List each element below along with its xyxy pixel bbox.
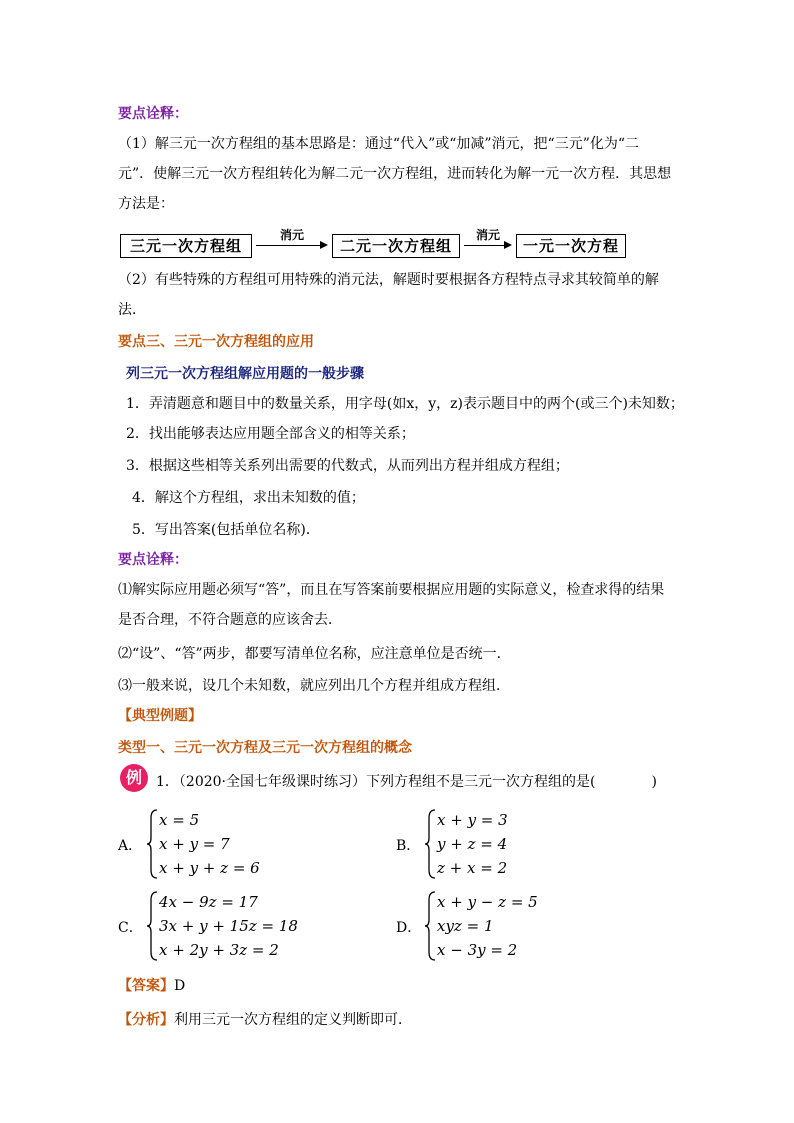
option-a	[118, 808, 358, 882]
equation: x + y − z = 5	[437, 893, 538, 911]
step-item: 5．写出答案(包括单位名称)．	[132, 522, 320, 538]
notes-paragraph-line: 是否合理，不符合题意的应该舍去．	[118, 612, 342, 628]
notes-paragraph-line: 方法是：	[118, 196, 174, 212]
answer-line	[118, 976, 185, 996]
section-heading: 要点三、三元一次方程组的应用	[118, 334, 314, 350]
equation: 4x − 9z = 17	[159, 893, 258, 911]
arrow-head-icon	[504, 241, 512, 249]
equation: 3x + y + 15z = 18	[159, 917, 298, 935]
elimination-flow-diagram	[120, 229, 630, 259]
flow-arrow	[464, 229, 512, 259]
key-notes-heading: 要点诠释：	[118, 106, 188, 122]
equation: x − 3y = 2	[437, 941, 518, 959]
option-c	[118, 890, 378, 964]
step-item: 3．根据这些相等关系列出需要的代数式，从而列出方程并组成方程组；	[126, 458, 569, 474]
flow-box-one-var: 一元一次方程	[516, 234, 626, 258]
equation: y + z = 4	[437, 835, 508, 853]
notes-paragraph-line: （1）解三元一次方程组的基本思路是：通过“代入”或“加减”消元，把“三元”化为“二	[118, 136, 640, 152]
option-label: D．	[396, 920, 422, 936]
brace-icon	[424, 808, 436, 880]
equation: x + y + z = 6	[159, 859, 260, 877]
typical-examples-heading: 【典型例题】	[118, 708, 202, 724]
answer-tag: 【答案】	[118, 978, 174, 994]
equation: xyz = 1	[437, 917, 494, 935]
question-text: 1．（2020·全国七年级课时练习）下列方程组不是三元一次方程组的是( )	[156, 774, 657, 790]
arrow-shaft	[464, 245, 506, 246]
example-badge-icon: 例	[120, 764, 148, 792]
equations	[437, 890, 538, 962]
answer-value: D	[174, 978, 186, 994]
equation: x + 2y + 3z = 2	[159, 941, 279, 959]
equations	[159, 890, 298, 962]
option-label: B．	[396, 838, 421, 854]
equations	[159, 808, 260, 880]
flow-arrow	[256, 229, 328, 259]
equation: z + x = 2	[437, 859, 508, 877]
analysis-tag: 【分析】	[118, 1012, 174, 1028]
arrow-shaft	[256, 245, 322, 246]
option-d	[396, 890, 636, 964]
flow-box-three-var: 三元一次方程组	[120, 234, 252, 258]
notes-paragraph-line: （2）有些特殊的方程组可用特殊的消元法，解题时要根据各方程特点寻求其较简单的解	[118, 272, 659, 288]
step-item: 4．解这个方程组，求出未知数的值；	[132, 490, 365, 506]
flow-box-two-var: 二元一次方程组	[332, 234, 460, 258]
equation: x = 5	[159, 811, 200, 829]
flow-arrow-label: 消元	[475, 228, 500, 242]
option-label: C．	[118, 920, 143, 936]
flow-arrow-label: 消元	[279, 228, 304, 242]
notes-paragraph-line: ⑴解实际应用题必须写“答”，而且在写答案前要根据应用题的实际意义，检查求得的结果	[118, 582, 665, 598]
example-type-heading: 类型一、三元一次方程及三元一次方程组的概念	[118, 740, 412, 756]
brace-icon	[424, 890, 436, 962]
step-item: 1．弄清题意和题目中的数量关系，用字母(如x，y，z)表示题目中的两个(或三个)未知数；	[126, 396, 684, 412]
brace-icon	[146, 808, 158, 880]
brace-icon	[146, 890, 158, 962]
equation: x + y = 7	[159, 835, 230, 853]
option-label: A．	[118, 838, 143, 854]
equation: x + y = 3	[437, 811, 508, 829]
notes-paragraph-line: 法．	[118, 302, 146, 318]
key-notes-heading: 要点诠释：	[118, 552, 188, 568]
arrow-head-icon	[320, 241, 328, 249]
equations	[437, 808, 508, 880]
step-item: 2．找出能够表达应用题全部含义的相等关系；	[126, 426, 415, 442]
notes-paragraph-line: 元”．使解三元一次方程组转化为解二元一次方程组，进而转化为解一元一次方程．其思想	[118, 166, 672, 182]
section-subheading: 列三元一次方程组解应用题的一般步骤	[126, 366, 364, 382]
option-b	[396, 808, 636, 882]
analysis-line	[118, 1010, 412, 1030]
notes-paragraph-line: ⑶一般来说，设几个未知数，就应列出几个方程并组成方程组．	[118, 678, 510, 694]
notes-paragraph-line: ⑵“设”、“答”两步，都要写清单位名称，应注意单位是否统一．	[118, 646, 511, 662]
analysis-text: 利用三元一次方程组的定义判断即可．	[174, 1012, 412, 1028]
